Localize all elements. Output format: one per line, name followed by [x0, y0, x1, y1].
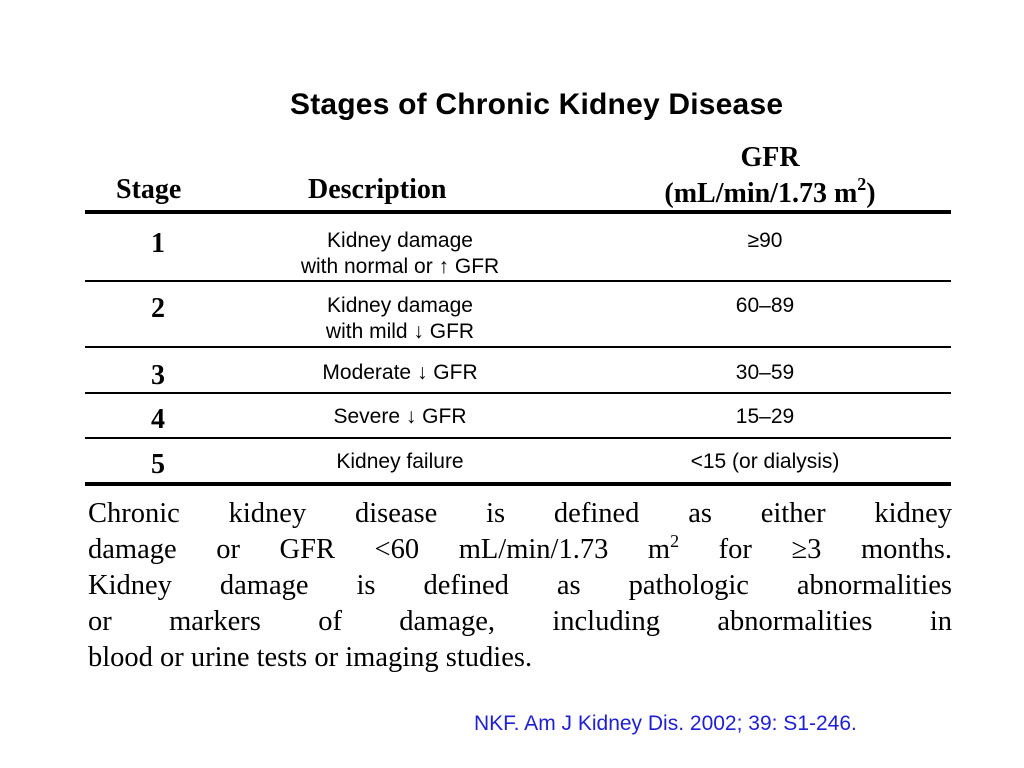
paragraph-line-1: Chronic kidney disease is defined as either kidney — [88, 498, 952, 529]
description-line: Kidney failure — [336, 450, 464, 473]
header-gfr-close: ) — [866, 178, 876, 209]
header-gfr-unit: (mL/min/1.73 m — [664, 178, 858, 209]
definition-paragraph — [88, 496, 952, 676]
citation: NKF. Am J Kidney Dis. 2002; 39: S1-246. — [474, 712, 857, 735]
paragraph-line-2-sup: 2 — [670, 531, 680, 551]
stage-gfr: <15 (or dialysis) — [690, 450, 840, 473]
paragraph-line-2 — [88, 532, 952, 568]
description-line: with normal or ↑ GFR — [300, 255, 500, 278]
paragraph-line-2-a: damage or GFR <60 mL/min/1.73 m — [88, 534, 671, 565]
paragraph-line-2-b: for ≥3 months. — [679, 534, 952, 565]
row-divider — [85, 437, 951, 439]
paragraph-line-5: blood or urine tests or imaging studies. — [88, 642, 533, 673]
header-stage: Stage — [116, 174, 182, 205]
header-gfr-line2 — [600, 176, 940, 212]
description-line: Kidney damage — [327, 229, 473, 252]
header-description: Description — [308, 174, 447, 205]
description-line: Kidney damage — [327, 294, 473, 317]
header-gfr-sup: 2 — [857, 174, 867, 194]
header-gfr — [600, 140, 940, 212]
stage-gfr: 30–59 — [735, 361, 795, 384]
stage-gfr: ≥90 — [747, 229, 783, 252]
row-divider — [85, 346, 951, 348]
stage-gfr: 15–29 — [735, 405, 795, 428]
description-line: Moderate ↓ GFR — [322, 361, 478, 384]
paragraph-line-3: Kidney damage is defined as pathologic abnormalities — [88, 570, 952, 601]
stage-description — [230, 360, 570, 386]
table-bottom-rule — [85, 482, 951, 486]
description-line: with mild ↓ GFR — [325, 320, 475, 343]
stage-description — [230, 404, 570, 430]
stage-gfr: 60–89 — [735, 294, 795, 317]
stage-description — [230, 449, 570, 475]
stage-description — [230, 228, 570, 280]
table-top-rule — [85, 210, 951, 214]
row-divider — [85, 280, 951, 282]
description-line: Severe ↓ GFR — [333, 405, 467, 428]
stage-description — [230, 293, 570, 345]
header-gfr-line1: GFR — [740, 142, 800, 173]
row-divider — [85, 392, 951, 394]
paragraph-line-4: or markers of damage, including abnormalities in — [88, 606, 952, 637]
slide-title: Stages of Chronic Kidney Disease — [290, 88, 784, 121]
